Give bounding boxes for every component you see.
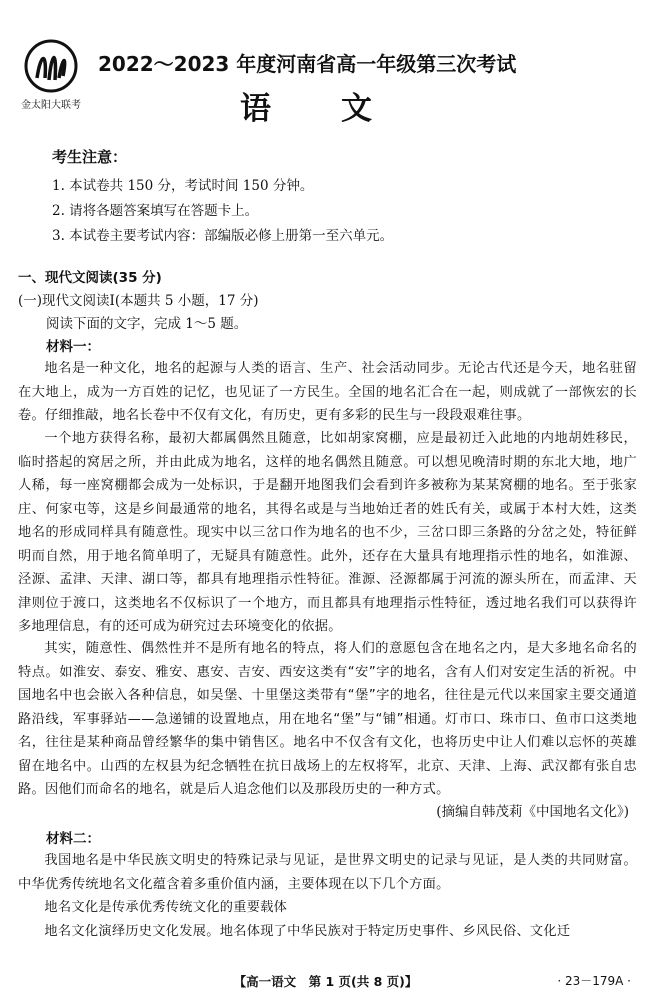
material-one-label: 材料一： [46, 339, 100, 355]
notice-item: 3. 本试卷主要考试内容：部编版必修上册第一至六单元。 [52, 228, 394, 244]
exam-logo [16, 38, 86, 118]
material-one-paragraph: 地名是一种文化，地名的起源与人类的语言、生产、社会活动同步。无论古代还是今天，地名驻留在大地上，成为一方百姓的记忆，也见证了一方民生。全国的地名汇合在一起，则成就了一部恢宏的长卷。仔细推敲，地名长卷中不仅有文化，有历史，更有多彩的民生与一段段艰难往事。 [18, 361, 637, 423]
notice-title: 考生注意： [52, 148, 128, 166]
material-two-heading: 地名文化是传承优秀传统文化的重要载体 [44, 900, 288, 915]
material-two-paragraph: 地名文化演绎历史文化发展。地名体现了中华民族对于特定历史事件、乡风民俗、文化迁 [44, 924, 571, 939]
subsection-title: (一)现代文阅读Ⅰ(本题共 5 小题，17 分) [18, 293, 259, 309]
material-one-source: (摘编自韩茂莉《中国地名文化》) [436, 804, 629, 820]
page-footer: 【高一语文 第 1 页(共 8 页)】 [233, 974, 418, 989]
material-two-label: 材料二： [46, 831, 100, 847]
paper-code: · 23－179A · [557, 974, 631, 988]
section-title: 一、现代文阅读(35 分) [18, 270, 162, 286]
material-one-paragraph: 其实，随意性、偶然性并不是所有地名的特点，将人们的意愿包含在地名之内，是大多地名命名的特点。如淮安、泰安、雅安、惠安、吉安、西安这类有“安”字的地名，含有人们对安定生活的祈祝。中国地名中也会嵌入各种信息，如吴堡、十里堡这类带有“堡”字的地名，往往是元代以来国家主要交通道路沿线，军事驿站——急递铺的设置地点，用在地名“堡”与“铺”相通。灯市口、珠市口、鱼市口这类地名，往往是某种商品曾经繁华的集中销售区。地名中不仅含有文化，也将历史中让人们难以忘怀的英雄留在地名中。山西的左权县为纪念牺牲在抗日战场上的左权将军，北京、天津、上海、武汉都有张自忠路。因他们而命名的地名，就是后人追念他们以及那段历史的一种方式。 [18, 641, 637, 797]
subject-title: 语文 [240, 91, 442, 127]
material-one-paragraph: 一个地方获得名称，最初大都属偶然且随意，比如胡家窝棚，应是最初迁入此地的内地胡姓移民，临时搭起的窝居之所，并由此成为地名，这样的地名偶然且随意。可以想见晚清时期的东北大地，地广人稀，每一座窝棚都会成为一处标识，于是翻开地图我们会看到许多被称为某某窝棚的地名。至于张家庄、何家屯等，这是乡间最通常的地名，其得名或是与当地始迁者的姓氏有关，或属于本村大姓，这类地名的形成同样具有随意性。现实中以三岔口作为地名的也不少，三岔口即三条路的分岔之处，特征鲜明而自然，用于地名简单明了，无疑具有随意性。此外，还存在大量具有地理指示性的地名，如淮源、泾源、孟津、天津、湖口等，都具有地理指示性特征。淮源、泾源都属于河流的源头所在，而孟津、天津则位于渡口，这类地名不仅标识了一个地方，而且都具有地理指示性特征，透过地名我们可以获得许多地理信息，有的还可成为研究过去环境变化的依据。 [18, 431, 637, 634]
material-two-paragraph: 我国地名是中华民族文明史的特殊记录与见证，是世界文明史的记录与见证，是人类的共同财富。中华优秀传统地名文化蕴含着多重价值内涵，主要体现在以下几个方面。 [18, 853, 637, 892]
logo-text: 金太阳大联考 [21, 100, 81, 111]
notice-item: 2. 请将各题答案填写在答题卡上。 [52, 203, 259, 219]
notice-item: 1. 本试卷共 150 分，考试时间 150 分钟。 [52, 178, 314, 194]
logo-emblem-icon [23, 38, 79, 94]
exam-title: 2022～2023 年度河南省高一年级第三次考试 [98, 52, 517, 76]
reading-instruction: 阅读下面的文字，完成 1～5 题。 [46, 316, 248, 332]
